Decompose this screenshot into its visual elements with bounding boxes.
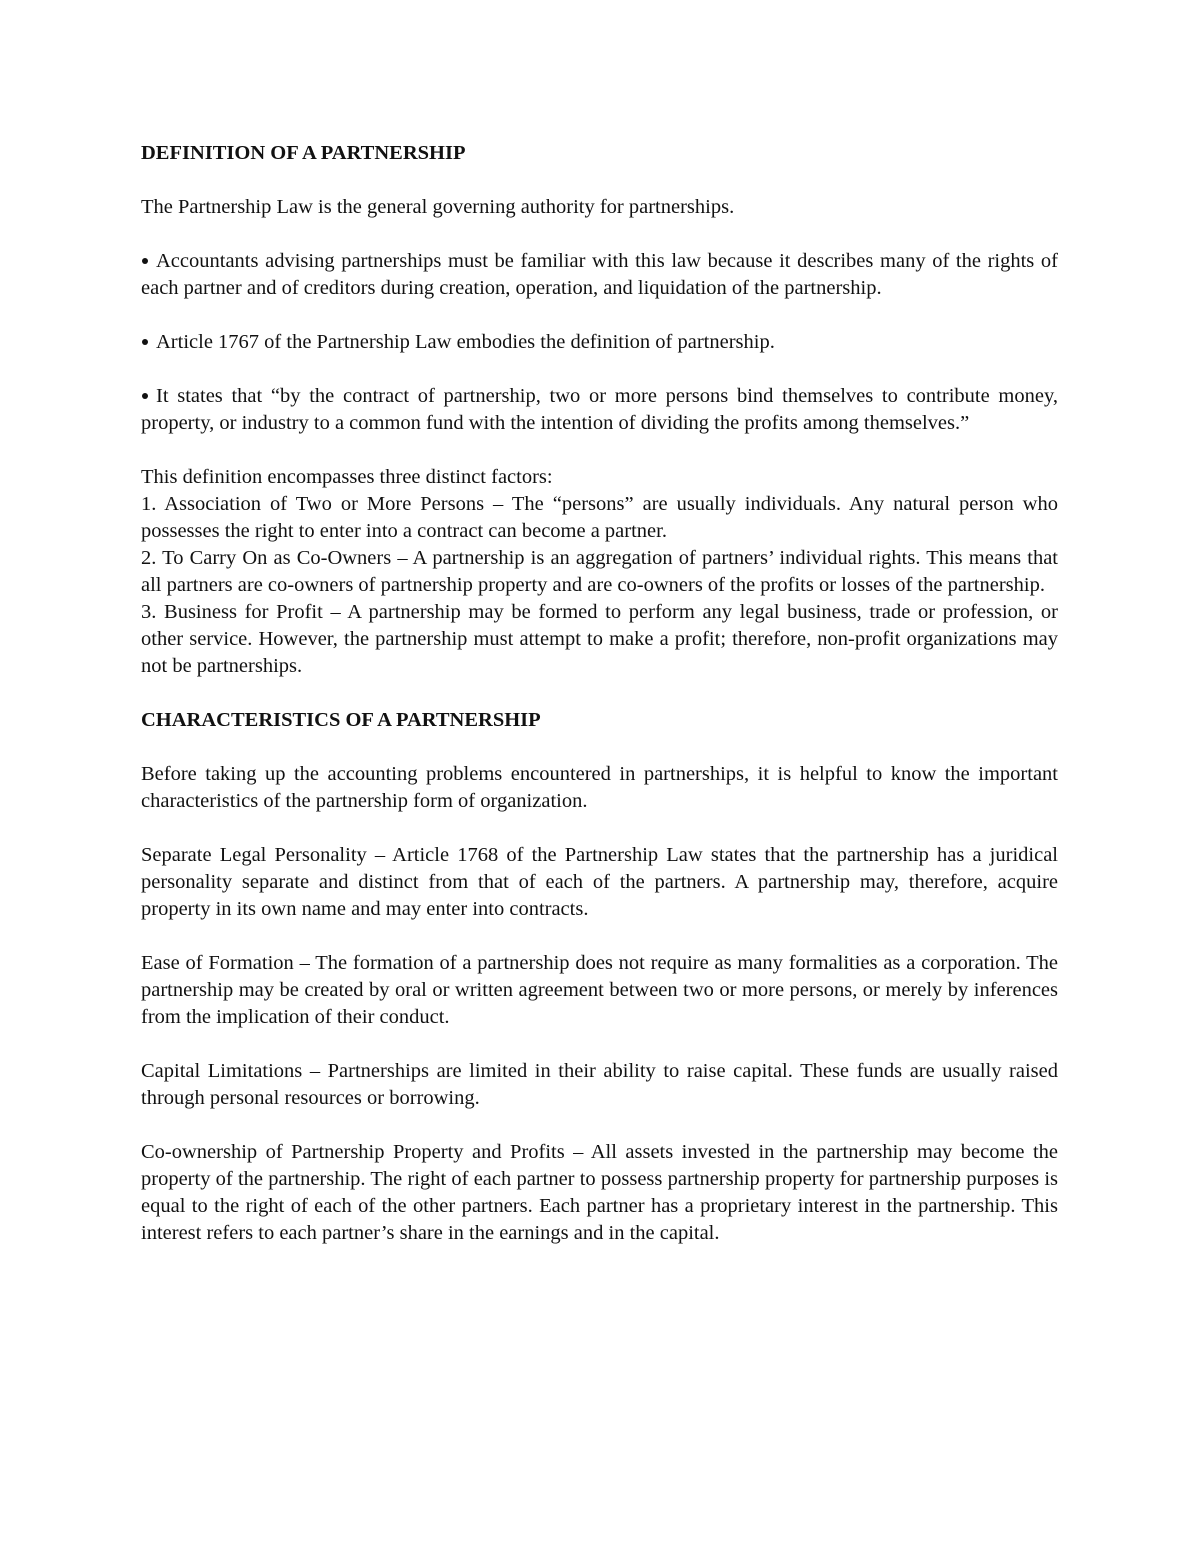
factor-item: 2. To Carry On as Co-Owners – A partnership is an aggregation of partners’ individual rights. This means that all partners are co-owners of partnership property and are co-owners of the profits or losses of the partnership. bbox=[141, 547, 1058, 596]
bullet-item bbox=[141, 383, 1058, 437]
bullet-text: It states that “by the contract of partnership, two or more persons bind themselves to contribute money, property, or industry to a common fund with the intention of dividing the profits among themselves.” bbox=[141, 385, 1058, 434]
factors-intro: This definition encompasses three distinct factors: bbox=[141, 466, 553, 488]
section-heading-characteristics: CHARACTERISTICS OF A PARTNERSHIP bbox=[141, 709, 541, 731]
bullet-item bbox=[141, 329, 1058, 356]
bullet-text: Accountants advising partnerships must be familiar with this law because it describes many of the rights of each partner and of creditors during creation, operation, and liquidation of the partnership. bbox=[141, 250, 1058, 299]
bullet-text: Article 1767 of the Partnership Law embodies the definition of partnership. bbox=[156, 331, 775, 353]
bullet-icon bbox=[142, 393, 148, 399]
intro-paragraph: The Partnership Law is the general governing authority for partnerships. bbox=[141, 196, 735, 218]
factors-list bbox=[141, 464, 1058, 680]
characteristic-paragraph: Separate Legal Personality – Article 1768 of the Partnership Law states that the partnership has a juridical personality separate and distinct from that of each of the partners. A partnership may, therefore, acquire property in its own name and may enter into contracts. bbox=[141, 844, 1058, 920]
factor-item: 1. Association of Two or More Persons – The “persons” are usually individuals. Any natural person who possesses the right to enter into a contract can become a partner. bbox=[141, 493, 1058, 542]
document-page bbox=[141, 140, 1058, 1274]
characteristics-intro: Before taking up the accounting problems encountered in partnerships, it is helpful to know the important characteristics of the partnership form of organization. bbox=[141, 763, 1058, 812]
bullet-icon bbox=[142, 339, 148, 345]
characteristic-paragraph: Ease of Formation – The formation of a partnership does not require as many formalities as a corporation. The partnership may be created by oral or written agreement between two or more persons, or merely by inferences from the implication of their conduct. bbox=[141, 952, 1058, 1028]
characteristic-paragraph: Co-ownership of Partnership Property and Profits – All assets invested in the partnership may become the property of the partnership. The right of each partner to possess partnership property for partnership purposes is equal to the right of each of the other partners. Each partner has a proprietary interest in the partnership. This interest refers to each partner’s share in the earnings and in the capital. bbox=[141, 1141, 1058, 1244]
characteristic-paragraph: Capital Limitations – Partnerships are limited in their ability to raise capital. These funds are usually raised through personal resources or borrowing. bbox=[141, 1060, 1058, 1109]
bullet-icon bbox=[142, 258, 148, 264]
bullet-item bbox=[141, 248, 1058, 302]
section-heading-definition: DEFINITION OF A PARTNERSHIP bbox=[141, 142, 466, 164]
factor-item: 3. Business for Profit – A partnership may be formed to perform any legal business, trade or profession, or other service. However, the partnership must attempt to make a profit; therefore, non-profit organizations may not be partnerships. bbox=[141, 601, 1058, 677]
